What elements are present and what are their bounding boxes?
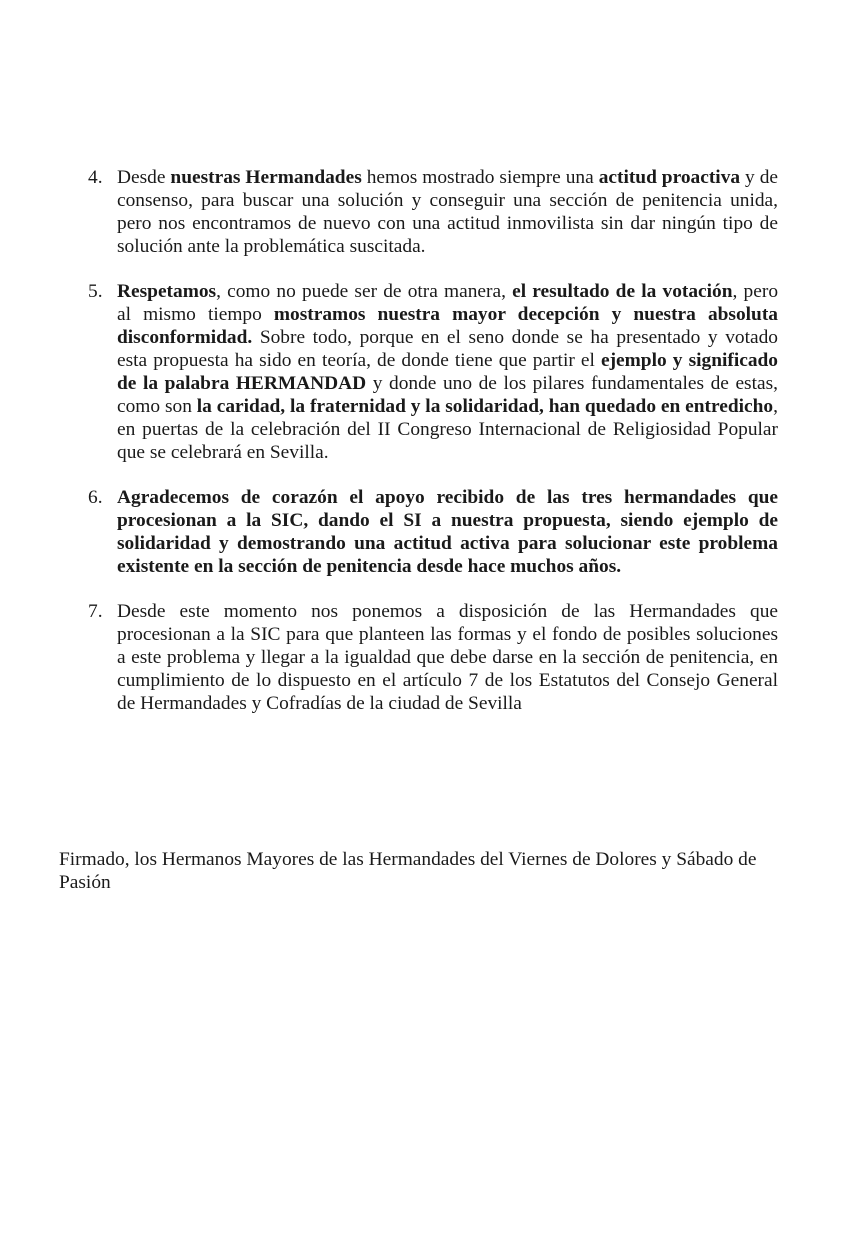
- item-number: 6.: [88, 487, 103, 508]
- item-number: 4.: [88, 167, 103, 188]
- item-text-segment: nuestras Hermandades: [170, 167, 362, 188]
- item-number: 5.: [88, 281, 103, 302]
- item-text-segment: hemos mostrado siempre una: [361, 167, 599, 188]
- numbered-list: [88, 166, 778, 737]
- list-item-6: [88, 486, 778, 578]
- item-text-segment: Desde este momento nos ponemos a disposición de las Hermandades que procesionan a la SIC para que planteen las formas y el fondo de posibles soluciones a este problema y llegar a la igualdad que debe darse en la sección de penitencia, en cumplimiento de lo dispuesto en el artículo 7 de los Estatutos del Consejo General de Hermandades y Cofradías de la ciudad de Sevilla: [117, 601, 778, 714]
- list-item-7: [88, 600, 778, 715]
- item-text-segment: Sobre todo, porque en el seno donde se ha presentado y votado esta propuesta ha sido en teoría, de donde tiene que partir el: [117, 327, 778, 371]
- item-text-segment: , en puertas de la celebración del II Congreso Internacional de Religiosidad Popular que se celebrará en Sevilla.: [117, 396, 778, 463]
- item-text-segment: Agradecemos de corazón el apoyo recibido de las tres hermandades que procesionan a la SIC, dando el SI a nuestra propuesta, siendo ejemplo de solidaridad y demostrando una actitud activa para solucionar este problema existente en la sección de penitencia desde hace muchos años.: [117, 487, 778, 577]
- item-text-segment: actitud proactiva: [598, 167, 741, 188]
- item-text-segment: Desde: [117, 167, 171, 188]
- item-text-segment: ejemplo y significado de la palabra HERMANDAD: [117, 350, 778, 394]
- item-text-segment: el resultado de la votación: [512, 281, 733, 302]
- item-text-segment: , como no puede ser de otra manera,: [216, 281, 513, 302]
- item-text-segment: mostramos nuestra mayor decepción y nuestra absoluta disconformidad.: [117, 304, 778, 348]
- item-text-segment: la caridad, la fraternidad y la solidaridad, han quedado en entredicho: [196, 396, 774, 417]
- item-number: 7.: [88, 601, 103, 622]
- list-item-5: [88, 280, 778, 464]
- list-item-4: [88, 166, 778, 258]
- signature-line: Firmado, los Hermanos Mayores de las Hermandades del Viernes de Dolores y Sábado de Pasión: [59, 849, 757, 894]
- item-text-segment: , pero al mismo tiempo: [117, 281, 779, 325]
- item-text-segment: y de consenso, para buscar una solución y conseguir una sección de penitencia unida, pero nos encontramos de nuevo con una actitud inmovilista sin dar ningún tipo de solución ante la problemática suscitada.: [117, 167, 778, 257]
- item-text-segment: Respetamos: [117, 281, 217, 302]
- item-text-segment: y donde uno de los pilares fundamentales de estas, como son: [117, 373, 778, 417]
